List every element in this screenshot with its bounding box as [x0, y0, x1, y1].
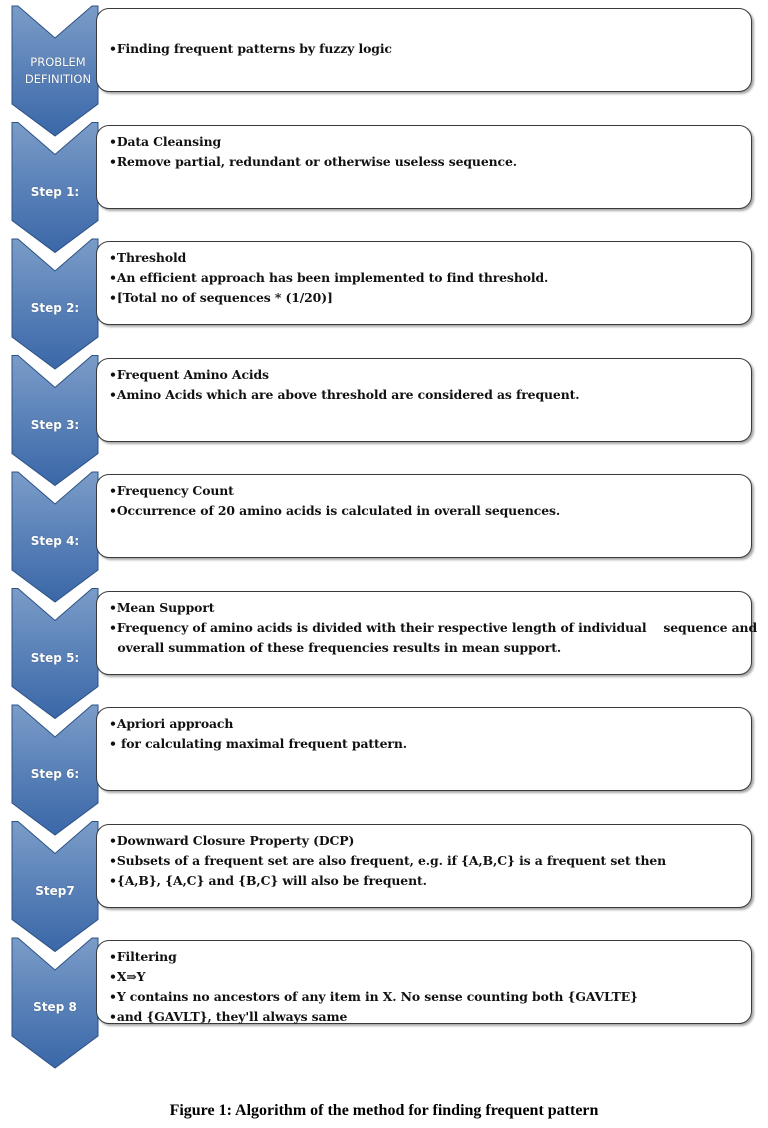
step-label: Step 8: [33, 1000, 77, 1014]
step-label: Step 1:: [30, 184, 80, 199]
step-box: [96, 707, 752, 791]
step-box: [96, 474, 752, 558]
bullet-text: •Frequent Amino Acids: [109, 366, 269, 382]
step-label: Step 4:: [30, 534, 80, 548]
bullet-text: •Filtering: [109, 949, 177, 964]
bullet-text: •Threshold: [109, 250, 187, 265]
bullet-text: •Downward Closure Property (DCP): [109, 832, 355, 848]
step-label: Step 5:: [30, 650, 80, 665]
bullet-text: •Mean Support: [109, 599, 215, 615]
bullet-text: •Frequency of amino acids is divided with their respective length of individual sequence and: [109, 619, 758, 635]
bullet-text: •Finding frequent patterns by fuzzy logic: [109, 41, 392, 56]
step-box: [96, 125, 752, 209]
step-label: Step7: [35, 883, 75, 898]
bullet-text: overall summation of these frequencies results in mean support.: [109, 639, 562, 655]
step-label: Step 3:: [30, 417, 80, 432]
figure-caption: Figure 1: Algorithm of the method for finding frequent pattern: [169, 1102, 599, 1119]
bullet-text: •X⇒Y: [109, 969, 146, 984]
bullet-text: • for calculating maximal frequent pattern.: [109, 736, 407, 751]
bullet-text: •Amino Acids which are above threshold are considered as frequent.: [109, 386, 580, 402]
bullet-text: •and {GAVLT}, they'll always same: [109, 1009, 348, 1024]
step-box: [96, 241, 752, 325]
step-box: [96, 358, 752, 442]
step-label: PROBLEM DEFINITION: [24, 55, 92, 86]
step-label: Step 6:: [30, 767, 80, 781]
bullet-text: •Occurrence of 20 amino acids is calculated in overall sequences.: [109, 503, 561, 518]
bullet-text: •{A,B}, {A,C} and {B,C} will also be frequent.: [109, 872, 427, 888]
step-box: [96, 8, 752, 92]
bullet-text: •Subsets of a frequent set are also frequent, e.g. if {A,B,C} is a frequent set then: [109, 852, 667, 868]
bullet-text: •Remove partial, redundant or otherwise useless sequence.: [109, 153, 517, 169]
step-box: [96, 591, 758, 675]
bullet-text: •Data Cleansing: [109, 133, 222, 149]
bullet-text: •[Total no of sequences * (1/20)]: [109, 290, 333, 305]
step-box: [96, 940, 752, 1024]
bullet-text: •Apriori approach: [109, 716, 234, 731]
bullet-text: •Frequency Count: [109, 483, 234, 498]
step-box: [96, 824, 752, 908]
bullet-text: •An efficient approach has been implemented to find threshold.: [109, 270, 549, 285]
bullet-text: •Y contains no ancestors of any item in X. No sense counting both {GAVLTE}: [109, 989, 638, 1004]
step-label: Step 2:: [30, 301, 80, 315]
